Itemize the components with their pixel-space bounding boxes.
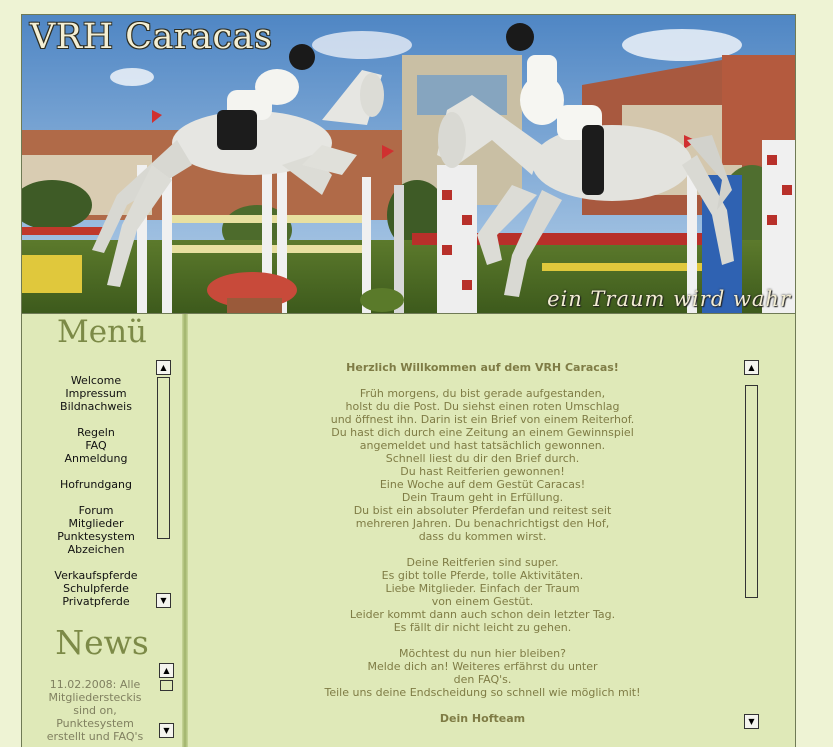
welcome-line: und öffnest ihn. Darin ist ein Brief von einem Reiterhof. bbox=[330, 413, 635, 426]
welcome-line: Du bist ein absoluter Pferdefan und reitest seit bbox=[353, 504, 612, 517]
welcome-line: von einem Gestüt. bbox=[431, 595, 534, 608]
sidebar-divider bbox=[182, 314, 188, 747]
triangle-up-icon: ▲ bbox=[748, 363, 755, 372]
news-scroll-up-button[interactable] bbox=[159, 663, 174, 678]
menu-item-bildnachweis[interactable]: Bildnachweis bbox=[60, 400, 132, 413]
menu-item-welcome[interactable]: Welcome bbox=[70, 374, 122, 387]
news-text: 11.02.2008: Alle Mitgliedersteckis sind on, Punktesystem erstellt und FAQ's bbox=[46, 678, 144, 743]
welcome-line: mehreren Jahren. Du benachrichtigst den Hof, bbox=[355, 517, 610, 530]
welcome-line: Früh morgens, du bist gerade aufgestanden, bbox=[359, 387, 606, 400]
banner-photo bbox=[22, 15, 795, 313]
menu-item-verkaufspferde[interactable]: Verkaufspferde bbox=[54, 569, 138, 582]
welcome-line: Melde dich an! Weiteres erfährst du unter bbox=[367, 660, 598, 673]
welcome-title: Herzlich Willkommen auf dem VRH Caracas! bbox=[346, 361, 619, 374]
triangle-up-icon: ▲ bbox=[160, 363, 167, 372]
site-tagline: ein Traum wird wahr bbox=[547, 287, 791, 311]
welcome-line: Möchtest du nun hier bleiben? bbox=[399, 647, 566, 660]
welcome-line: dass du kommen wirst. bbox=[418, 530, 547, 543]
welcome-line: Leider kommt dann auch schon dein letzter Tag. bbox=[349, 608, 616, 621]
site-title: VRH Caracas bbox=[30, 17, 273, 57]
welcome-text bbox=[300, 361, 665, 725]
menu-item-privatpferde[interactable]: Privatpferde bbox=[62, 595, 130, 608]
triangle-down-icon: ▼ bbox=[748, 717, 755, 726]
news-scrollbar-thumb[interactable] bbox=[160, 680, 173, 691]
content-scroll-up-button[interactable] bbox=[744, 360, 759, 375]
welcome-line: Schnell liest du dir den Brief durch. bbox=[385, 452, 580, 465]
welcome-line: Teile uns deine Endscheidung so schnell wie möglich mit! bbox=[324, 686, 641, 699]
signature: Dein Hofteam bbox=[439, 712, 526, 725]
menu-item-hofrundgang[interactable]: Hofrundgang bbox=[60, 478, 132, 491]
menu-item-abzeichen[interactable]: Abzeichen bbox=[67, 543, 125, 556]
news-heading: News bbox=[55, 623, 149, 662]
welcome-line: holst du die Post. Du siehst einen roten Umschlag bbox=[345, 400, 620, 413]
menu-item-punktesystem[interactable]: Punktesystem bbox=[57, 530, 135, 543]
welcome-line: Dein Traum geht in Erfüllung. bbox=[401, 491, 564, 504]
welcome-line: Es fällt dir nicht leicht zu gehen. bbox=[393, 621, 572, 634]
menu-item-forum[interactable]: Forum bbox=[78, 504, 114, 517]
menu-item-schulpferde[interactable]: Schulpferde bbox=[63, 582, 129, 595]
welcome-line: Deine Reitferien sind super. bbox=[406, 556, 559, 569]
content-scroll-down-button[interactable] bbox=[744, 714, 759, 729]
welcome-line: Eine Woche auf dem Gestüt Caracas! bbox=[379, 478, 586, 491]
menu-scroll-up-button[interactable] bbox=[156, 360, 171, 375]
triangle-down-icon: ▼ bbox=[163, 726, 170, 735]
welcome-line: den FAQ's. bbox=[453, 673, 512, 686]
triangle-down-icon: ▼ bbox=[160, 596, 167, 605]
welcome-line: angemeldet und hast tatsächlich gewonnen. bbox=[359, 439, 606, 452]
welcome-line: Es gibt tolle Pferde, tolle Aktivitäten. bbox=[381, 569, 584, 582]
menu-item-mitglieder[interactable]: Mitglieder bbox=[68, 517, 124, 530]
menu-scroll-down-button[interactable] bbox=[156, 593, 171, 608]
triangle-up-icon: ▲ bbox=[163, 666, 170, 675]
menu-item-impressum[interactable]: Impressum bbox=[65, 387, 127, 400]
news-scroll-down-button[interactable] bbox=[159, 723, 174, 738]
welcome-line: Liebe Mitglieder. Einfach der Traum bbox=[385, 582, 580, 595]
menu-item-faq[interactable]: FAQ bbox=[85, 439, 107, 452]
header-banner bbox=[22, 15, 795, 314]
menu-item-regeln[interactable]: Regeln bbox=[77, 426, 115, 439]
content-scrollbar-thumb[interactable] bbox=[745, 385, 758, 598]
welcome-line: Du hast dich durch eine Zeitung an einem Gewinnspiel bbox=[331, 426, 634, 439]
menu-heading: Menü bbox=[56, 314, 148, 350]
menu-list bbox=[40, 374, 152, 608]
welcome-line: Du hast Reitferien gewonnen! bbox=[400, 465, 565, 478]
menu-scrollbar-thumb[interactable] bbox=[157, 377, 170, 539]
menu-item-anmeldung[interactable]: Anmeldung bbox=[64, 452, 128, 465]
